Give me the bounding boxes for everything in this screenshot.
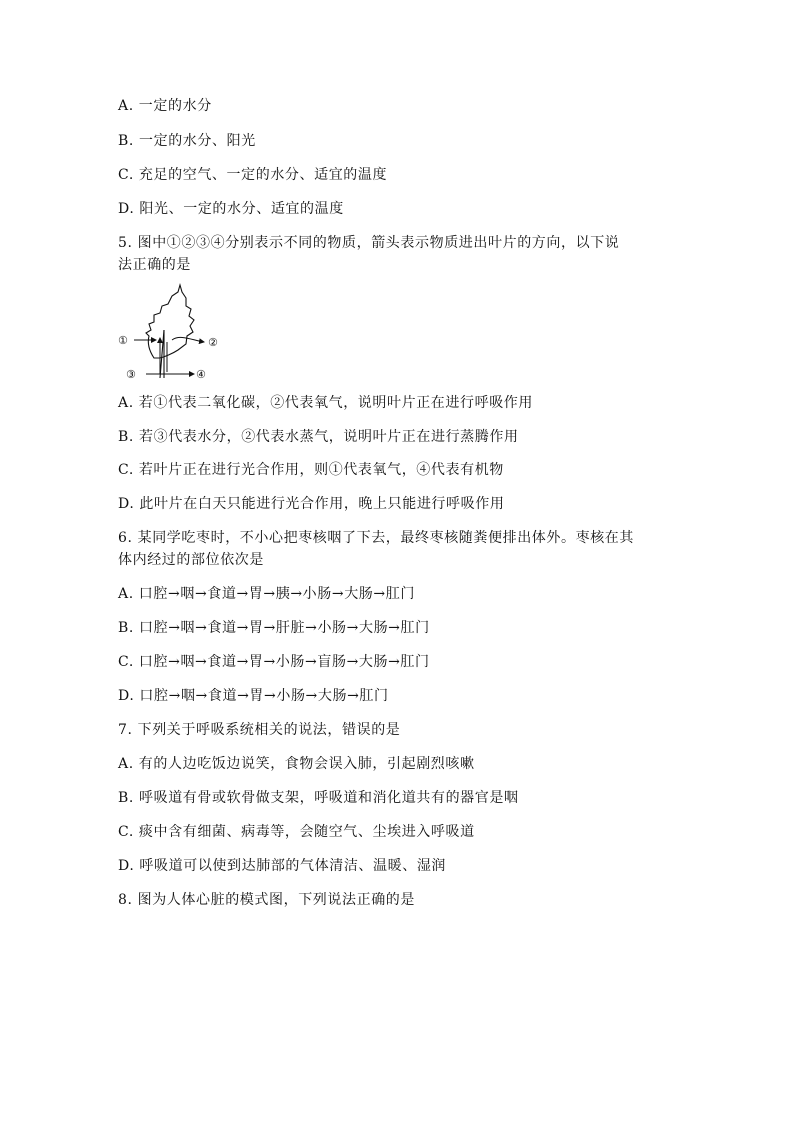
q7-option-d: D. 呼吸道可以使到达肺部的气体清洁、温暖、湿润: [118, 858, 447, 874]
q6-option-b: B. 口腔→咽→食道→胃→肝脏→小肠→大肠→肛门: [118, 620, 430, 636]
leaf-midrib: [160, 330, 164, 378]
label-4: ④: [196, 368, 206, 381]
leaf-diagram: [116, 282, 240, 382]
q4-option-b: B. 一定的水分、阳光: [118, 133, 256, 149]
label-1: ①: [118, 334, 128, 347]
label-3: ③: [126, 368, 136, 381]
q7-option-c: C. 痰中含有细菌、病毒等，会随空气、尘埃进入呼吸道: [118, 824, 475, 840]
label-2: ②: [208, 336, 218, 349]
q4-option-a: A. 一定的水分: [118, 98, 212, 114]
q5-option-c: C. 若叶片正在进行光合作用，则①代表氧气，④代表有机物: [118, 462, 504, 478]
q7-option-b: B. 呼吸道有骨或软骨做支架，呼吸道和消化道共有的器官是咽: [118, 790, 519, 806]
q8-stem: 8. 图为人体心脏的模式图，下列说法正确的是: [118, 892, 416, 908]
q5-option-a: A. 若①代表二氧化碳，②代表氧气，说明叶片正在进行呼吸作用: [118, 395, 534, 411]
q4-option-c: C. 充足的空气、一定的水分、适宜的温度: [118, 167, 388, 183]
q5-stem-line1: 5. 图中①②③④分别表示不同的物质，箭头表示物质进出叶片的方向，以下说: [118, 235, 620, 251]
q4-option-d: D. 阳光、一定的水分、适宜的温度: [118, 201, 344, 217]
q6-option-a: A. 口腔→咽→食道→胃→胰→小肠→大肠→肛门: [118, 586, 415, 602]
q7-option-a: A. 有的人边吃饭边说笑，食物会误入肺，引起剧烈咳嗽: [118, 756, 475, 772]
arrow-out-right: [172, 337, 204, 342]
q6-stem-line2: 体内经过的部位依次是: [118, 552, 264, 568]
q6-option-d: D. 口腔→咽→食道→胃→小肠→大肠→肛门: [118, 688, 389, 704]
q5-stem-line2: 法正确的是: [118, 257, 191, 273]
q5-option-b: B. 若③代表水分，②代表水蒸气，说明叶片正在进行蒸腾作用: [118, 429, 519, 445]
q7-stem: 7. 下列关于呼吸系统相关的说法，错误的是: [118, 722, 401, 738]
leaf-outline: [146, 285, 194, 358]
q6-option-c: C. 口腔→咽→食道→胃→小肠→盲肠→大肠→肛门: [118, 654, 430, 670]
q5-option-d: D. 此叶片在白天只能进行光合作用，晚上只能进行呼吸作用: [118, 496, 505, 512]
q6-stem-line1: 6. 某同学吃枣时，不小心把枣核咽了下去，最终枣核随粪便排出体外。枣核在其: [118, 530, 635, 546]
